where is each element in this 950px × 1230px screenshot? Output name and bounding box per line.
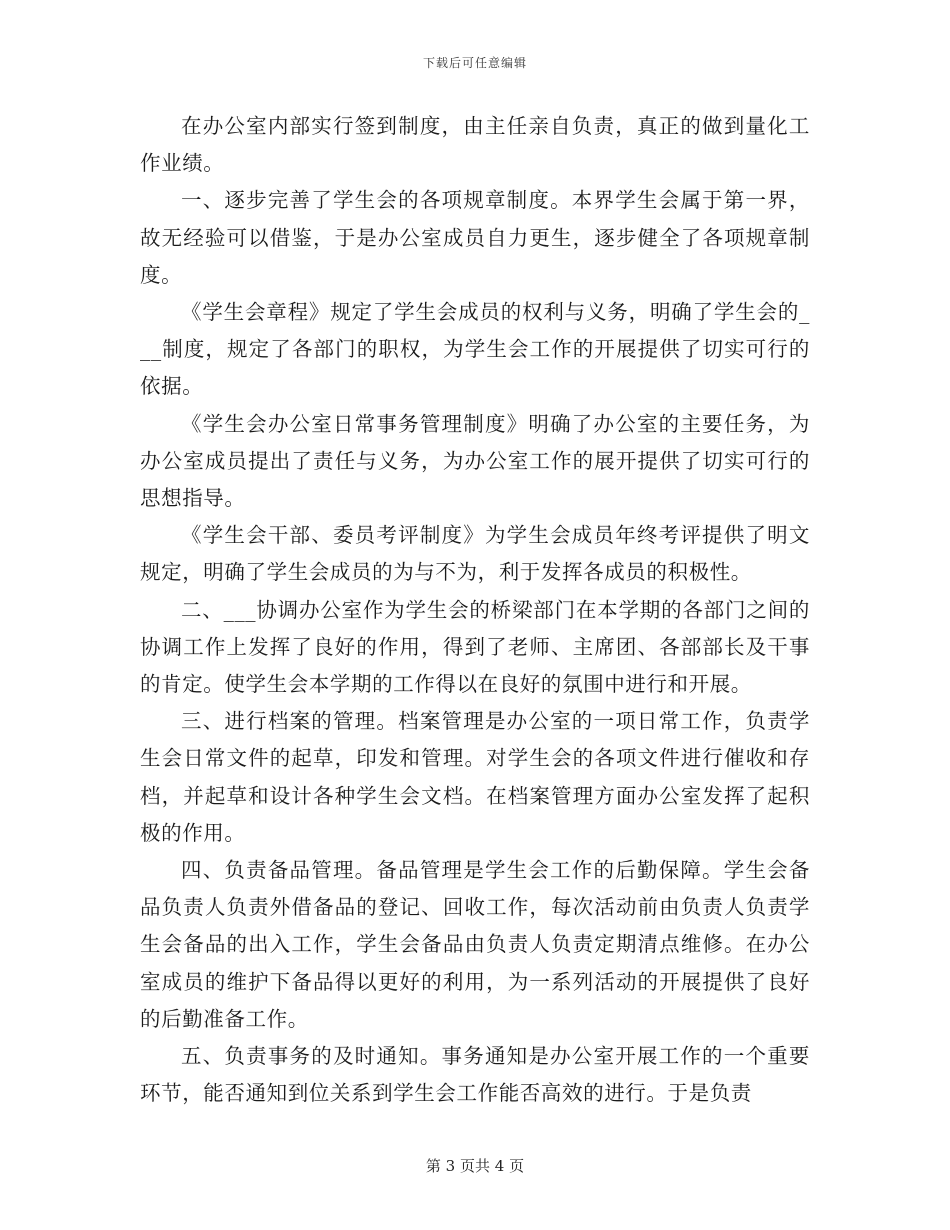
paragraph: 三、进行档案的管理。档案管理是办公室的一项日常工作，负责学生会日常文件的起草，印发和管理。对学生会的各项文件进行催收和存档，并起草和设计各种学生会文档。在档案管理方面办公室发挥了起积极的作用。 [140,709,810,845]
paragraph: 在办公室内部实行签到制度，由主任亲自负责，真正的做到量化工作业绩。 [140,114,810,176]
document-body [140,108,810,1112]
paragraph: 《学生会干部、委员考评制度》为学生会成员年终考评提供了明文规定，明确了学生会成员的为与不为，利于发挥各成员的积极性。 [140,523,810,585]
paragraph: 一、逐步完善了学生会的各项规章制度。本界学生会属于第一界，故无经验可以借鉴，于是办公室成员自力更生，逐步健全了各项规章制度。 [140,188,810,287]
paragraph: 五、负责事务的及时通知。事务通知是办公室开展工作的一个重要环节，能否通知到位关系到学生会工作能否高效的进行。于是负责 [140,1044,810,1106]
page-header: 下载后可任意编辑 [422,56,527,70]
page-number: 第 3 页共 4 页 [425,1157,525,1175]
paragraph: 二、___协调办公室作为学生会的桥梁部门在本学期的各部门之间的协调工作上发挥了良好的作用，得到了老师、主席团、各部部长及干事的肯定。使学生会本学期的工作得以在良好的氛围中进行和开展。 [140,597,810,697]
paragraph: 《学生会办公室日常事务管理制度》明确了办公室的主要任务，为办公室成员提出了责任与义务，为办公室工作的展开提供了切实可行的思想指导。 [140,411,810,511]
paragraph: 《学生会章程》规定了学生会成员的权利与义务，明确了学生会的___制度，规定了各部门的职权，为学生会工作的开展提供了切实可行的依据。 [140,300,810,399]
paragraph: 四、负责备品管理。备品管理是学生会工作的后勤保障。学生会备品负责人负责外借备品的登记、回收工作，每次活动前由负责人负责学生会备品的出入工作，学生会备品由负责人负责定期清点维修。在办公室成员的维护下备品得以更好的利用，为一系列活动的开展提供了良好的后勤准备工作。 [140,858,810,1031]
